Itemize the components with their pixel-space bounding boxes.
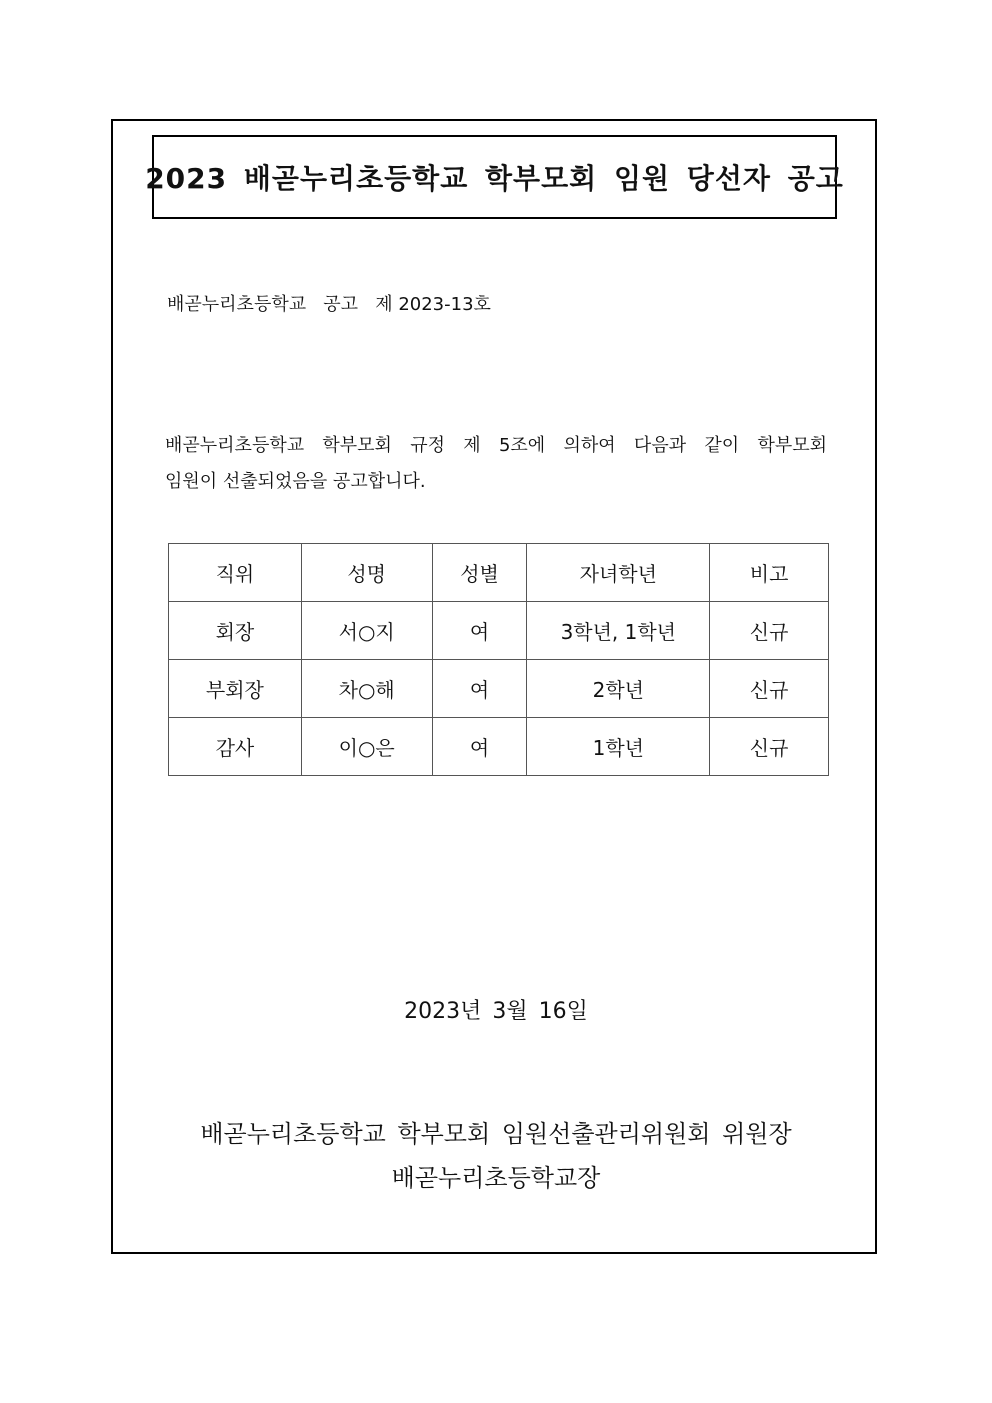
notice-number: 배곧누리초등학교 공고 제 2023-13호 <box>167 294 491 315</box>
header-gender: 성별 <box>432 544 527 602</box>
header-child-grade: 자녀학년 <box>527 544 710 602</box>
cell-note: 신규 <box>710 602 829 660</box>
body-line-1: 배곧누리초등학교 학부모회 규정 제 5조에 의하여 다음과 같이 학부모회 <box>165 435 827 456</box>
cell-name: 차○해 <box>301 660 432 718</box>
body-line-2: 임원이 선출되었음을 공고합니다. <box>165 471 426 492</box>
cell-name: 이○은 <box>301 718 432 776</box>
cell-gender: 여 <box>432 660 527 718</box>
cell-note: 신규 <box>710 660 829 718</box>
table-row <box>169 602 829 660</box>
issuer-committee-chair: 배곧누리초등학교 학부모회 임원선출관리위원회 위원장 <box>200 1120 792 1148</box>
table-row <box>169 660 829 718</box>
cell-position: 부회장 <box>169 660 302 718</box>
cell-child-grade: 3학년, 1학년 <box>527 602 710 660</box>
header-note: 비고 <box>710 544 829 602</box>
header-position: 직위 <box>169 544 302 602</box>
announcement-date: 2023년 3월 16일 <box>404 999 588 1024</box>
officers-table <box>168 543 829 776</box>
cell-gender: 여 <box>432 602 527 660</box>
header-name: 성명 <box>301 544 432 602</box>
cell-child-grade: 2학년 <box>527 660 710 718</box>
page-title: 2023 배곧누리초등학교 학부모회 임원 당선자 공고 <box>152 135 837 219</box>
cell-name: 서○지 <box>301 602 432 660</box>
issuer-principal: 배곧누리초등학교장 <box>391 1164 601 1192</box>
table-row <box>169 718 829 776</box>
cell-position: 감사 <box>169 718 302 776</box>
table-header-row <box>169 544 829 602</box>
cell-position: 회장 <box>169 602 302 660</box>
cell-gender: 여 <box>432 718 527 776</box>
cell-note: 신규 <box>710 718 829 776</box>
cell-child-grade: 1학년 <box>527 718 710 776</box>
announcement-body <box>165 428 827 500</box>
